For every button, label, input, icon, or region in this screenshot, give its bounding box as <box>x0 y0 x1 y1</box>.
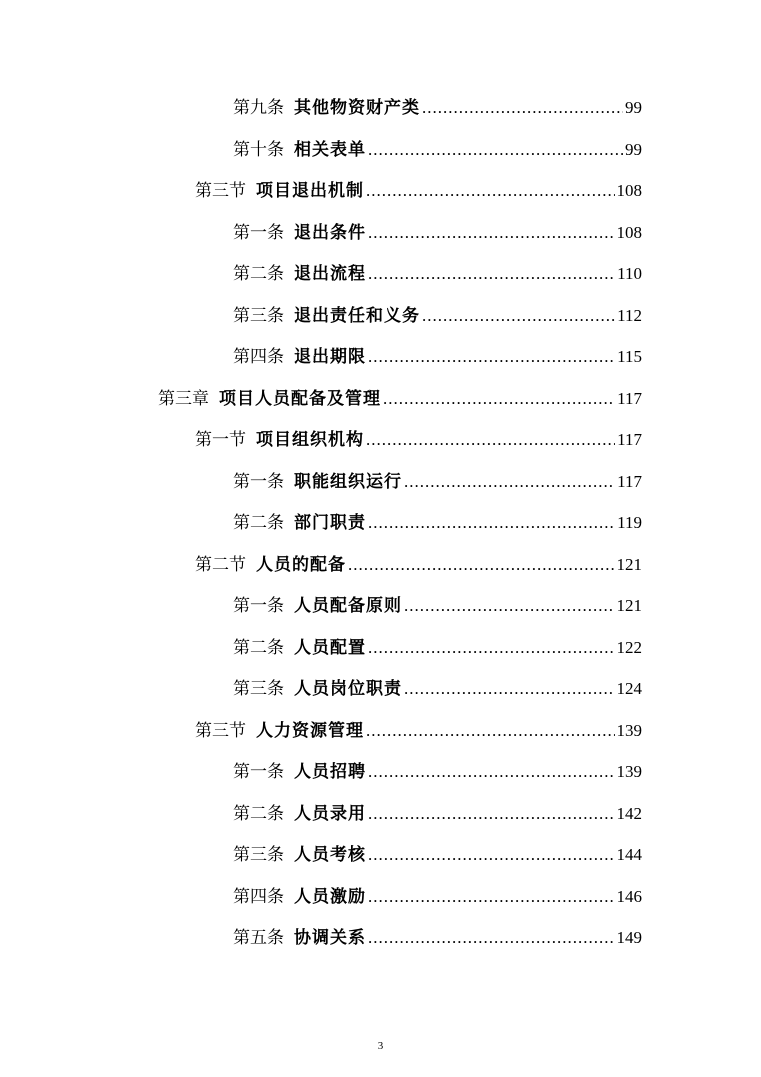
toc-entry[interactable] <box>233 637 642 659</box>
toc-entry-number: 第二条 <box>233 264 284 284</box>
toc-entry-page: 124 <box>616 679 642 698</box>
toc-entry-number: 第四条 <box>233 886 284 907</box>
toc-entry-number: 第一条 <box>233 762 284 782</box>
toc-entry-page: 108 <box>616 222 642 242</box>
toc-entry-number: 第一条 <box>233 222 284 243</box>
toc-entry-number: 第三章 <box>158 388 209 409</box>
toc-entry[interactable] <box>158 388 642 410</box>
toc-entry[interactable] <box>233 761 642 783</box>
toc-entry-page: 117 <box>617 471 642 491</box>
toc-leader-dots <box>368 803 615 825</box>
toc-entry-page: 149 <box>616 928 642 947</box>
toc-entry[interactable] <box>233 305 642 327</box>
toc-entry-page: 142 <box>616 803 642 823</box>
toc-entry-page: 99 <box>625 139 642 159</box>
toc-entry[interactable] <box>233 139 642 161</box>
toc-leader-dots <box>404 595 615 617</box>
toc-entry-page: 112 <box>617 305 642 325</box>
toc-entry-number: 第二条 <box>233 513 284 533</box>
page-number-footer: 3 <box>377 1040 384 1052</box>
toc-entry-title: 退出条件 <box>294 222 366 243</box>
toc-entry-title: 项目组织机构 <box>256 430 364 450</box>
toc-entry[interactable] <box>195 554 642 576</box>
toc-leader-dots <box>404 471 615 493</box>
toc-leader-dots <box>368 886 615 908</box>
toc-entry-number: 第二节 <box>195 554 246 575</box>
toc-leader-dots <box>422 97 623 119</box>
toc-entry-page: 110 <box>617 264 642 283</box>
toc-leader-dots <box>366 429 615 451</box>
toc-entry-title: 退出期限 <box>294 347 366 367</box>
toc-entry-number: 第二条 <box>233 637 284 658</box>
toc-entry-title: 人员配备原则 <box>294 596 402 616</box>
toc-leader-dots <box>368 637 615 659</box>
toc-leader-dots <box>366 180 615 202</box>
toc-entry-title: 人员考核 <box>294 845 366 865</box>
toc-leader-dots <box>368 761 615 783</box>
toc-entry[interactable] <box>233 471 642 493</box>
toc-entry-title: 项目人员配备及管理 <box>219 388 381 409</box>
toc-leader-dots <box>368 844 615 866</box>
toc-entry-number: 第四条 <box>233 347 284 367</box>
toc-entry-number: 第三节 <box>195 720 246 741</box>
toc-entry[interactable] <box>233 512 642 534</box>
toc-entry[interactable] <box>233 886 642 908</box>
toc-entry[interactable] <box>195 180 642 202</box>
toc-leader-dots <box>368 346 615 368</box>
toc-leader-dots <box>368 222 615 244</box>
toc-entry-number: 第十条 <box>233 139 284 160</box>
toc-entry-number: 第三节 <box>195 181 246 201</box>
toc-entry-title: 人员激励 <box>294 886 366 907</box>
toc-entry[interactable] <box>233 595 642 617</box>
toc-entry-title: 其他物资财产类 <box>294 98 420 118</box>
toc-entry-page: 146 <box>616 886 642 906</box>
toc-entry-page: 108 <box>616 181 642 200</box>
toc-entry-title: 人员配置 <box>294 637 366 658</box>
toc-entry-number: 第一节 <box>195 430 246 450</box>
toc-entry[interactable] <box>195 720 642 742</box>
toc-leader-dots <box>348 554 615 576</box>
toc-entry-title: 退出责任和义务 <box>294 305 420 326</box>
toc-entry-title: 职能组织运行 <box>294 471 402 492</box>
toc-entry-page: 119 <box>617 513 642 532</box>
toc-entry[interactable] <box>233 678 642 700</box>
toc-entry-number: 第三条 <box>233 845 284 865</box>
toc-leader-dots <box>368 927 615 949</box>
toc-entry-number: 第五条 <box>233 928 284 948</box>
toc-entry-page: 139 <box>616 720 642 740</box>
toc-entry-page: 117 <box>617 430 642 449</box>
toc-entry-title: 项目退出机制 <box>256 181 364 201</box>
toc-leader-dots <box>366 720 615 742</box>
toc-entry[interactable] <box>233 222 642 244</box>
toc-leader-dots <box>422 305 615 327</box>
toc-entry[interactable] <box>233 97 642 119</box>
toc-entry-title: 协调关系 <box>294 928 366 948</box>
toc-entry[interactable] <box>233 263 642 285</box>
toc-entry[interactable] <box>195 429 642 451</box>
toc-entry-number: 第三条 <box>233 679 284 699</box>
toc-entry-number: 第二条 <box>233 803 284 824</box>
toc-entry-page: 122 <box>616 637 642 657</box>
toc-leader-dots <box>383 388 615 410</box>
toc-entry[interactable] <box>233 346 642 368</box>
toc-entry-page: 99 <box>625 98 642 117</box>
toc-entry-page: 115 <box>617 347 642 366</box>
toc-entry[interactable] <box>233 803 642 825</box>
toc-entry-title: 人员岗位职责 <box>294 679 402 699</box>
toc-entry-number: 第三条 <box>233 305 284 326</box>
toc-leader-dots <box>368 263 615 285</box>
toc-leader-dots <box>404 678 615 700</box>
toc-leader-dots <box>368 139 623 161</box>
toc-entry-title: 人力资源管理 <box>256 720 364 741</box>
toc-leader-dots <box>368 512 615 534</box>
toc-entry-page: 139 <box>616 762 642 781</box>
toc-entry-title: 退出流程 <box>294 264 366 284</box>
toc-entry-title: 相关表单 <box>294 139 366 160</box>
toc-entry[interactable] <box>233 844 642 866</box>
toc-entry-page: 121 <box>616 554 642 574</box>
toc-entry-title: 人员的配备 <box>256 554 346 575</box>
toc-entry-page: 121 <box>616 596 642 615</box>
toc-entry-page: 144 <box>616 845 642 864</box>
toc-entry-title: 人员招聘 <box>294 762 366 782</box>
toc-entry-number: 第一条 <box>233 471 284 492</box>
toc-entry-title: 部门职责 <box>294 513 366 533</box>
toc-entry-page: 117 <box>617 388 642 408</box>
toc-entry-number: 第一条 <box>233 596 284 616</box>
toc-entry-number: 第九条 <box>233 98 284 118</box>
toc-entry[interactable] <box>233 927 642 949</box>
toc-entry-title: 人员录用 <box>294 803 366 824</box>
